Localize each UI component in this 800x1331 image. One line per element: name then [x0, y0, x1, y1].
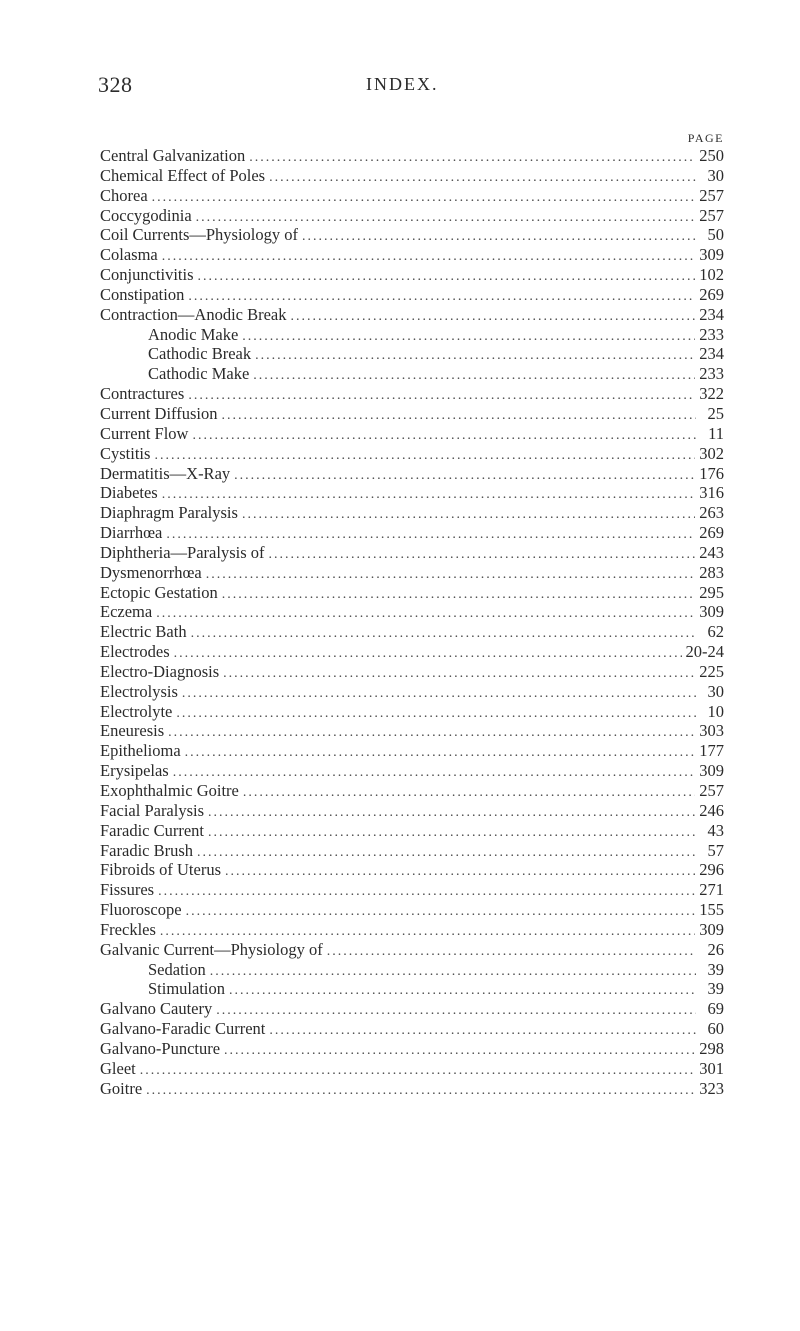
dot-leader — [185, 743, 696, 761]
entry-term: Electrolyte — [100, 701, 173, 721]
dot-leader — [216, 1001, 696, 1019]
dot-leader — [192, 426, 696, 444]
index-entry — [100, 702, 724, 722]
index-entry — [100, 285, 724, 305]
entry-term: Galvanic Current—Physiology of — [100, 939, 323, 959]
index-entry — [100, 206, 724, 226]
dot-leader — [188, 386, 695, 404]
index-entry — [100, 225, 724, 245]
dot-leader — [188, 287, 695, 305]
dot-leader — [140, 1061, 696, 1079]
entry-term: Epithelioma — [100, 741, 181, 761]
index-entry — [100, 186, 724, 206]
index-entry — [100, 900, 724, 920]
index-entry — [100, 543, 724, 563]
index-entry — [100, 1059, 724, 1079]
page-column-heading: PAGE — [687, 131, 724, 145]
entry-term: Fissures — [100, 880, 155, 900]
entry-term: Faradic Brush — [100, 840, 194, 860]
index-entry — [100, 503, 724, 523]
entry-term: Electrolysis — [100, 681, 178, 701]
index-subentry — [100, 325, 724, 345]
dot-leader — [166, 525, 695, 543]
index-entry — [100, 741, 724, 761]
entry-page: 309 — [699, 919, 724, 939]
entry-term: Gleet — [100, 1058, 136, 1078]
index-entry — [100, 444, 724, 464]
dot-leader — [168, 723, 695, 741]
running-head — [98, 72, 718, 102]
index-entry — [100, 166, 724, 186]
index-entry — [100, 146, 724, 166]
index-entry — [100, 245, 724, 265]
entry-page: 25 — [707, 403, 724, 423]
entry-page: 269 — [699, 523, 724, 543]
index-entry — [100, 583, 724, 603]
dot-leader — [162, 247, 696, 265]
index-entry — [100, 1019, 724, 1039]
dot-leader — [242, 327, 695, 345]
entry-page: 316 — [699, 483, 724, 503]
entry-page: 269 — [699, 284, 724, 304]
entry-term: Eczema — [100, 602, 153, 622]
entry-page: 26 — [707, 939, 724, 959]
entry-page: 309 — [699, 245, 724, 265]
dot-leader — [196, 208, 696, 226]
entry-page: 30 — [707, 165, 724, 185]
dot-leader — [198, 267, 696, 285]
index-entry — [100, 563, 724, 583]
entry-term: Contractures — [100, 384, 185, 404]
dot-leader — [222, 585, 695, 603]
index-entry — [100, 682, 724, 702]
entry-page: 234 — [699, 344, 724, 364]
entry-page: 225 — [699, 661, 724, 681]
header-title: INDEX. — [366, 74, 439, 94]
dot-leader — [255, 346, 695, 364]
entry-term: Eneuresis — [100, 721, 165, 741]
entry-page: 303 — [699, 721, 724, 741]
entry-term: Diphtheria—Paralysis of — [100, 542, 265, 562]
dot-leader — [224, 1041, 695, 1059]
entry-page: 309 — [699, 761, 724, 781]
entry-page: 155 — [699, 900, 724, 920]
page-number: 328 — [98, 72, 133, 97]
entry-term: Conjunctivitis — [100, 265, 194, 285]
entry-term: Diaphragm Paralysis — [100, 503, 238, 523]
index-subentry — [100, 960, 724, 980]
index-entry — [100, 404, 724, 424]
dot-leader — [302, 227, 696, 245]
dot-leader — [229, 981, 696, 999]
dot-leader — [191, 624, 696, 642]
entry-term: Erysipelas — [100, 761, 169, 781]
entry-term: Electro-Diagnosis — [100, 661, 220, 681]
entry-term: Cathodic Break — [148, 344, 252, 364]
entry-term: Chorea — [100, 185, 148, 205]
dot-leader — [186, 902, 696, 920]
entry-page: 243 — [699, 542, 724, 562]
entry-page: 60 — [707, 1019, 724, 1039]
dot-leader — [221, 406, 696, 424]
entry-term: Fibroids of Uterus — [100, 860, 221, 880]
entry-term: Fluoroscope — [100, 900, 182, 920]
entry-page: 176 — [699, 463, 724, 483]
entry-page: 271 — [699, 880, 724, 900]
entry-term: Dysmenorrhœa — [100, 562, 202, 582]
dot-leader — [234, 466, 695, 484]
dot-leader — [158, 882, 695, 900]
index-entry — [100, 523, 724, 543]
dot-leader — [197, 843, 696, 861]
dot-leader — [182, 684, 696, 702]
dot-leader — [253, 366, 695, 384]
index-entry — [100, 305, 724, 325]
entry-page: 39 — [707, 959, 724, 979]
entry-page: 11 — [708, 423, 724, 443]
index-subentry — [100, 979, 724, 999]
dot-leader — [208, 823, 696, 841]
index-entry — [100, 721, 724, 741]
dot-leader — [242, 505, 695, 523]
index-entry — [100, 841, 724, 861]
entry-term: Galvano-Puncture — [100, 1038, 221, 1058]
index-entry — [100, 999, 724, 1019]
index-entry — [100, 483, 724, 503]
entry-page: 257 — [699, 781, 724, 800]
index-entry — [100, 622, 724, 642]
entry-term: Diabetes — [100, 483, 158, 503]
index-subentry — [100, 364, 724, 384]
entry-page: 322 — [699, 384, 724, 404]
dot-leader — [176, 704, 696, 722]
entry-term: Exophthalmic Goitre — [100, 781, 239, 800]
entry-page: 233 — [699, 324, 724, 344]
entry-page: 20-24 — [685, 642, 724, 662]
entry-page: 283 — [699, 562, 724, 582]
index-entry — [100, 880, 724, 900]
entry-page: 50 — [707, 225, 724, 245]
entry-term: Galvano-Faradic Current — [100, 1019, 266, 1039]
dot-leader — [152, 188, 696, 206]
entry-term: Facial Paralysis — [100, 800, 205, 820]
dot-leader — [269, 545, 696, 563]
dot-leader — [174, 644, 682, 662]
entry-term: Constipation — [100, 284, 185, 304]
entry-term: Current Diffusion — [100, 403, 218, 423]
index-entry — [100, 940, 724, 960]
index-entry — [100, 602, 724, 622]
index-entry — [100, 464, 724, 484]
entry-page: 296 — [699, 860, 724, 880]
dot-leader — [291, 307, 696, 325]
index-entry — [100, 642, 724, 662]
dot-leader — [225, 862, 695, 880]
entry-term: Freckles — [100, 919, 156, 939]
entry-page: 10 — [707, 701, 724, 721]
index-entry — [100, 424, 724, 444]
index-entry — [100, 781, 724, 801]
dot-leader — [160, 922, 695, 940]
dot-leader — [243, 783, 695, 801]
entry-page: 301 — [699, 1058, 724, 1078]
entry-term: Galvano Cautery — [100, 999, 213, 1019]
entry-page: 246 — [699, 800, 724, 820]
entry-page: 62 — [707, 622, 724, 642]
entry-term: Electric Bath — [100, 622, 187, 642]
dot-leader — [154, 446, 695, 464]
entry-term: Central Galvanization — [100, 146, 246, 165]
index-subentry — [100, 344, 724, 364]
entry-page: 234 — [699, 304, 724, 324]
entry-term: Cystitis — [100, 443, 151, 463]
entry-term: Faradic Current — [100, 820, 205, 840]
dot-leader — [210, 962, 696, 980]
dot-leader — [223, 664, 695, 682]
entry-page: 39 — [707, 979, 724, 999]
entry-page: 298 — [699, 1038, 724, 1058]
entry-page: 250 — [699, 146, 724, 165]
entry-page: 177 — [699, 741, 724, 761]
entry-term: Ectopic Gestation — [100, 582, 218, 602]
index-entry — [100, 920, 724, 940]
index-entry — [100, 1039, 724, 1059]
dot-leader — [327, 942, 696, 960]
dot-leader — [162, 485, 696, 503]
entry-term: Chemical Effect of Poles — [100, 165, 266, 185]
index-entry — [100, 821, 724, 841]
entry-term: Contraction—Anodic Break — [100, 304, 287, 324]
dot-leader — [269, 1021, 696, 1039]
index-entry — [100, 761, 724, 781]
entry-page: 102 — [699, 265, 724, 285]
entry-page: 302 — [699, 443, 724, 463]
dot-leader — [269, 168, 696, 186]
entry-term: Stimulation — [148, 979, 226, 999]
entry-page: 69 — [707, 999, 724, 1019]
entry-term: Coccygodinia — [100, 205, 192, 225]
entry-page: 323 — [699, 1078, 724, 1098]
entry-term: Current Flow — [100, 423, 189, 443]
entry-term: Cathodic Make — [148, 364, 250, 384]
dot-leader — [208, 803, 695, 821]
entry-page: 263 — [699, 503, 724, 523]
index-entry — [100, 265, 724, 285]
dot-leader — [146, 1081, 695, 1099]
entry-term: Diarrhœa — [100, 523, 163, 543]
entry-page: 30 — [707, 681, 724, 701]
index-entry — [100, 384, 724, 404]
index-entry — [100, 801, 724, 821]
entry-term: Coil Currents—Physiology of — [100, 225, 299, 245]
entry-page: 57 — [707, 840, 724, 860]
dot-leader — [156, 604, 695, 622]
entry-page: 233 — [699, 364, 724, 384]
dot-leader — [249, 148, 695, 166]
dot-leader — [173, 763, 696, 781]
index-entry — [100, 860, 724, 880]
entry-page: 43 — [707, 820, 724, 840]
entry-term: Anodic Make — [148, 324, 239, 344]
entry-term: Sedation — [148, 959, 206, 979]
entry-page: 257 — [699, 205, 724, 225]
dot-leader — [206, 565, 696, 583]
index-entry — [100, 662, 724, 682]
entry-term: Goitre — [100, 1078, 143, 1098]
entry-term: Dermatitis—X-Ray — [100, 463, 231, 483]
entry-page: 257 — [699, 185, 724, 205]
entry-term: Electrodes — [100, 642, 170, 662]
index-entry — [100, 1079, 724, 1099]
index-entries — [100, 146, 724, 1099]
entry-term: Colasma — [100, 245, 158, 265]
entry-page: 309 — [699, 602, 724, 622]
entry-page: 295 — [699, 582, 724, 602]
